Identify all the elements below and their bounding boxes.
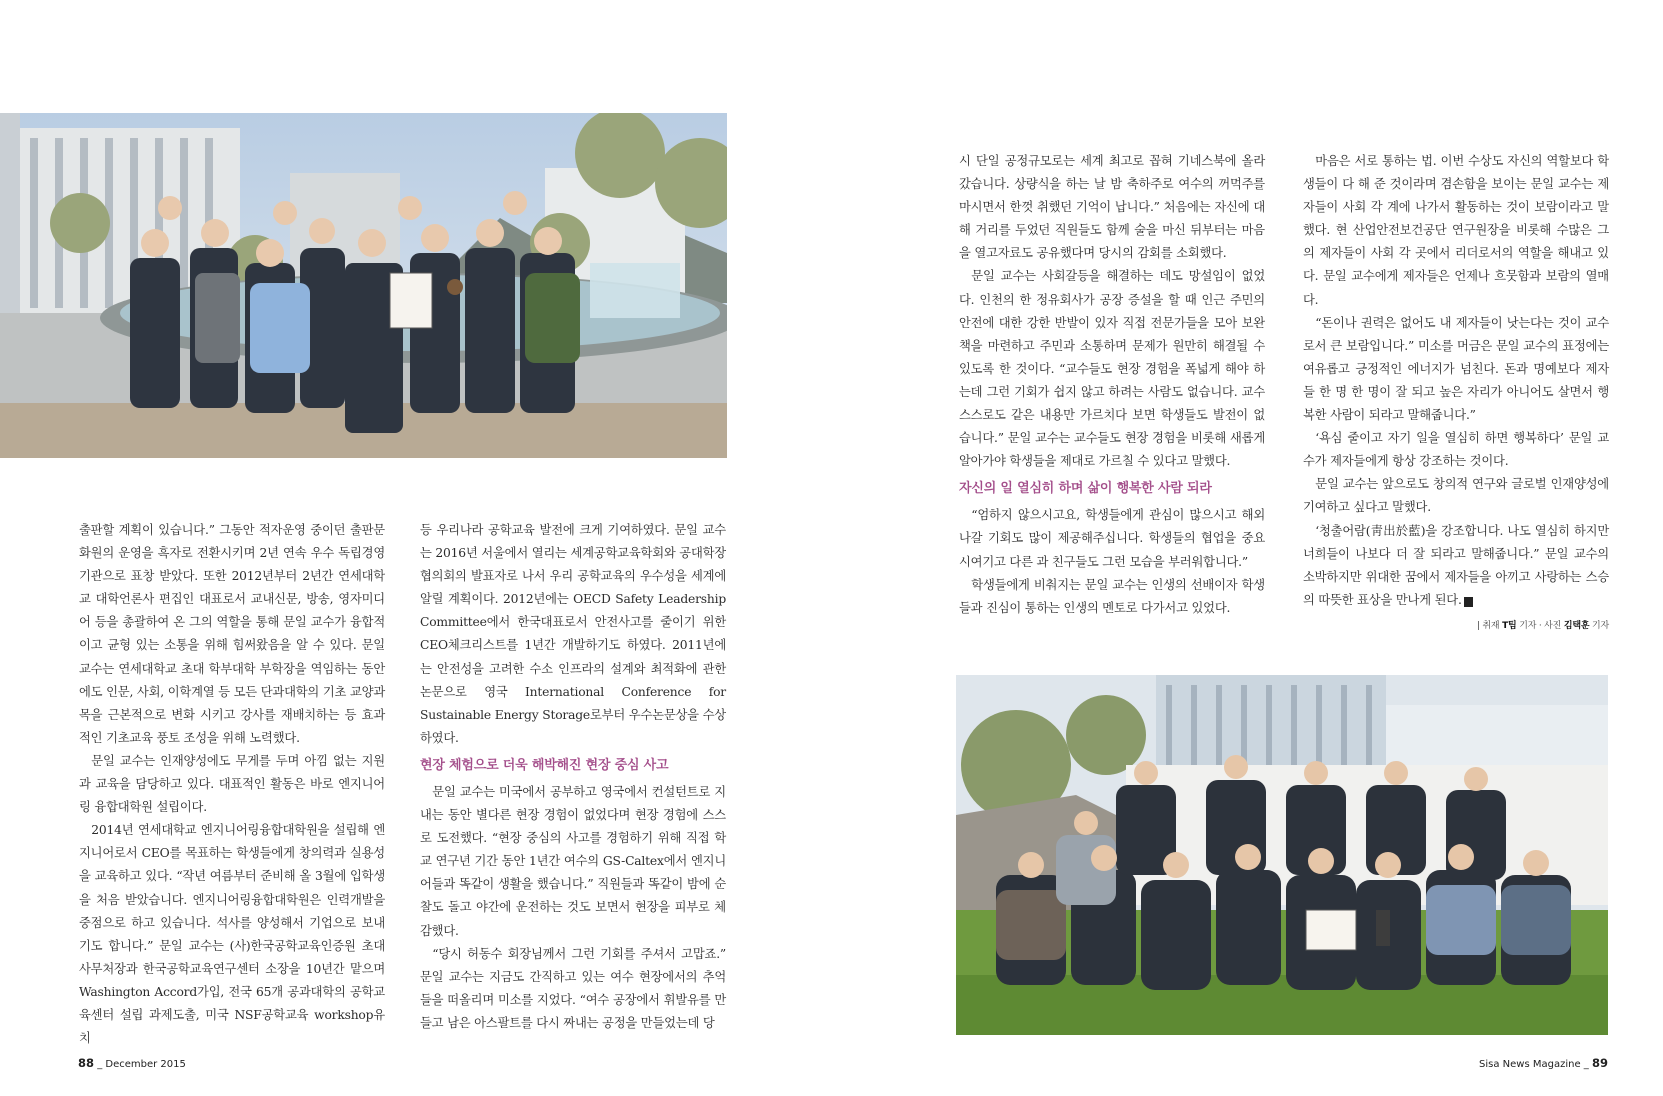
credit-photographer: 김택훈 xyxy=(1563,620,1590,631)
article-column-1 xyxy=(79,519,385,1050)
paragraph: ‘욕심 줄이고 자기 일을 열심히 하면 행복하다’ 문일 교수가 제자들에게 항상 강조하는 것이다. xyxy=(1303,431,1609,469)
section-heading: 자신의 일 열심히 하며 삶이 행복한 사람 되라 xyxy=(959,481,1212,497)
paragraph: 등 우리나라 공학교육 발전에 크게 기여하였다. 문일 교수는 2016년 서울에서 열리는 세계공학교육학회와 공대학장협의회의 발표자로 나서 우리 공학교육의 우수성을 세계에 알릴 계획이다. 2012년에는 OECD Safety Leadership Committee에서 한국대표로서 안전사고를 줄이기 위한 CEO체크리스트를 1년간 개발하기도 하였다. 2011년에는 안전성을 고려한 수소 인프라의 설계와 최적화에 관한 논문으로 영국 International Conference for Sustainable Energy Storage로부터 우수논문상을 수상하였다. xyxy=(420,523,726,745)
folio-left xyxy=(78,1056,186,1070)
paragraph: 문일 교수는 앞으로도 창의적 연구와 글로벌 인재양성에 기여하고 싶다고 말했다. xyxy=(1303,477,1609,515)
article-column-3 xyxy=(959,150,1265,620)
article-column-2 xyxy=(420,519,726,1035)
paragraph: 문일 교수는 미국에서 공부하고 영국에서 컨설턴트로 지내는 동안 별다른 현장 경험이 없었다며 현장 경험에 스스로 도전했다. “현장 중심의 사고를 경험하기 위해 직접 학교 연구년 기간 동안 1년간 여수의 GS-Caltex에서 엔지니어들과 똑같이 생활을 했습니다.” 직원들과 똑같이 밤에 순찰도 돌고 야간에 운전하는 것도 보면서 현장을 피부로 체감했다. xyxy=(420,784,726,938)
issue-label: _ December 2015 xyxy=(97,1059,186,1070)
magazine-label: Sisa News Magazine _ xyxy=(1479,1059,1589,1070)
page-number-left: 88 xyxy=(78,1056,95,1070)
paragraph: “돈이나 권력은 없어도 내 제자들이 낫는다는 것이 교수로서 큰 보람입니다.” 미소를 머금은 문일 교수의 표정에는 여유롭고 긍정적인 에너지가 넘친다. 돈과 명예보다 제자들 한 명 한 명이 잘 되고 높은 자리가 아니어도 살면서 행복한 사람이 되라고 말해줍니다.” xyxy=(1303,315,1609,423)
group-photo-campus-plaza-icon xyxy=(0,113,727,458)
paragraph: 문일 교수는 사회갈등을 해결하는 데도 망설임이 없었다. 인천의 한 정유회사가 공장 증설을 할 때 인근 주민의 안전에 대한 강한 반발이 있자 직접 전문가들을 모아 보완책을 마련하고 주민과 소통하며 문제가 원만히 해결될 수 있도록 한 것이다. “교수들도 현장 경험을 폭넓게 해야 하는데 그런 기회가 쉽지 않고 하려는 사람도 없습니다. 교수 스스로도 같은 내용만 가르치다 보면 학생들도 발전이 없습니다.” 문일 교수는 교수들도 현장 경험을 비롯해 새롭게 알아가야 학생들을 제대로 가르칠 수 있다고 말했다. xyxy=(959,269,1265,469)
credit-prefix: | 취재 xyxy=(1476,620,1500,631)
credit-mid: 기자 · 사진 xyxy=(1519,620,1562,631)
group-photo-bottom xyxy=(956,675,1608,1035)
paragraph xyxy=(1303,520,1609,612)
paragraph-text: ‘청출어람(靑出於藍)을 강조합니다. 나도 열심히 하지만 너희들이 나보다 더 잘 되라고 말해줍니다.” 문일 교수의 소박하지만 위대한 꿈에서 제자들을 아끼고 사랑하는 스승의 따뜻한 표상을 만나게 된다. xyxy=(1303,523,1609,607)
paragraph: 문일 교수는 인재양성에도 무게를 두며 아낌 없는 지원과 교육을 담당하고 있다. 대표적인 활동은 바로 엔지니어링 융합대학원 설립이다. xyxy=(79,753,385,815)
section-heading: 현장 체험으로 더욱 해박해진 현장 중심 사고 xyxy=(420,757,669,773)
paragraph: “당시 허동수 회장님께서 그런 기회를 주셔서 고맙죠.” 문일 교수는 지금도 간직하고 있는 여수 현장에서의 추억들을 떠올리며 미소를 지었다. “여수 공장에서 휘발유를 만들고 남은 아스팔트를 다시 짜내는 공정을 만들었는데 당 xyxy=(420,946,726,1030)
paragraph: 학생들에게 비춰지는 문일 교수는 인생의 선배이자 학생들과 진심이 통하는 인생의 멘토로 다가서고 있었다. xyxy=(959,577,1265,615)
end-mark-icon: S xyxy=(1464,597,1473,607)
credit-suffix: 기자 xyxy=(1592,620,1609,631)
folio-right xyxy=(1479,1056,1608,1070)
credit-reporter: T팀 xyxy=(1502,620,1517,631)
byline-credit xyxy=(1303,615,1609,638)
group-photo-top xyxy=(0,113,727,458)
paragraph: 출판할 계획이 있습니다.” 그동안 적자운영 중이던 출판문화원의 운영을 흑자로 전환시키며 2년 연속 우수 독립경영 기관으로 표창 받았다. 또한 2012년부터 2년간 연세대학교 대학언론사 편집인 대표로서 교내신문, 방송, 영자미디어 등을 총괄하여 온 그의 역할을 통해 문일 교수가 융합적이고 균형 있는 소통을 위해 힘써왔음을 알 수 있다. 문일 교수는 연세대학교 초대 학부대학 부학장을 역임하는 동안에도 인문, 사회, 이학계열 등 모든 단과대학의 기초 교양과목을 근본적으로 변화 시키고 강사를 재배치하는 등 효과적인 기초교육 풍토 조성을 위해 노력했다. xyxy=(79,523,385,745)
paragraph: 시 단일 공정규모로는 세계 최고로 꼽혀 기네스북에 올라갔습니다. 상량식을 하는 날 밤 축하주로 여수의 꺼먹주를 마시면서 한껏 취했던 기억이 납니다.” 처음에는 자신에 대해 거리를 두었던 직원들도 함께 술을 마신 뒤부터는 마음을 열고자료도 공유했다며 당시의 감회를 소회했다. xyxy=(959,154,1265,261)
paragraph: 마음은 서로 통하는 법. 이번 수상도 자신의 역할보다 학생들이 다 해 준 것이라며 겸손함을 보이는 문일 교수는 제자들이 사회 각 계에 나가서 활동하는 것이 보람이라고 말했다. 현 산업안전보건공단 연구원장을 비롯해 수많은 그의 제자들이 사회 각 곳에서 리더로서의 역할을 해내고 있다. 문일 교수에게 제자들은 언제나 흐뭇함과 보람의 열매다. xyxy=(1303,154,1609,307)
paragraph: “엄하지 않으시고요, 학생들에게 관심이 많으시고 해외 나갈 기회도 많이 제공해주십니다. 학생들의 협업을 중요시여기고 다른 과 친구들도 그런 모습을 부러워합니다.” xyxy=(959,508,1265,569)
group-photo-lawn-icon xyxy=(956,675,1608,1035)
paragraph: 2014년 연세대학교 엔지니어링융합대학원을 설립해 엔지니어로서 CEO를 목표하는 학생들에게 창의력과 실용성을 교육하고 있다. “작년 여름부터 준비해 올 3월에 입학생을 처음 받았습니다. 엔지니어링융합대학원은 인력개발을 중점으로 하고 있습니다. 석사를 양성해서 기업으로 보내기도 합니다.” 문일 교수는 (사)한국공학교육인증원 초대 사무처장과 한국공학교육연구센터 소장을 10년간 맡으며 Washington Accord가입, 전국 65개 공과대학의 공학교육센터 설립 과제도출, 미국 NSF공학교육 workshop유치 xyxy=(79,823,385,1046)
page-number-right: 89 xyxy=(1591,1056,1608,1070)
article-column-4 xyxy=(1303,150,1609,638)
